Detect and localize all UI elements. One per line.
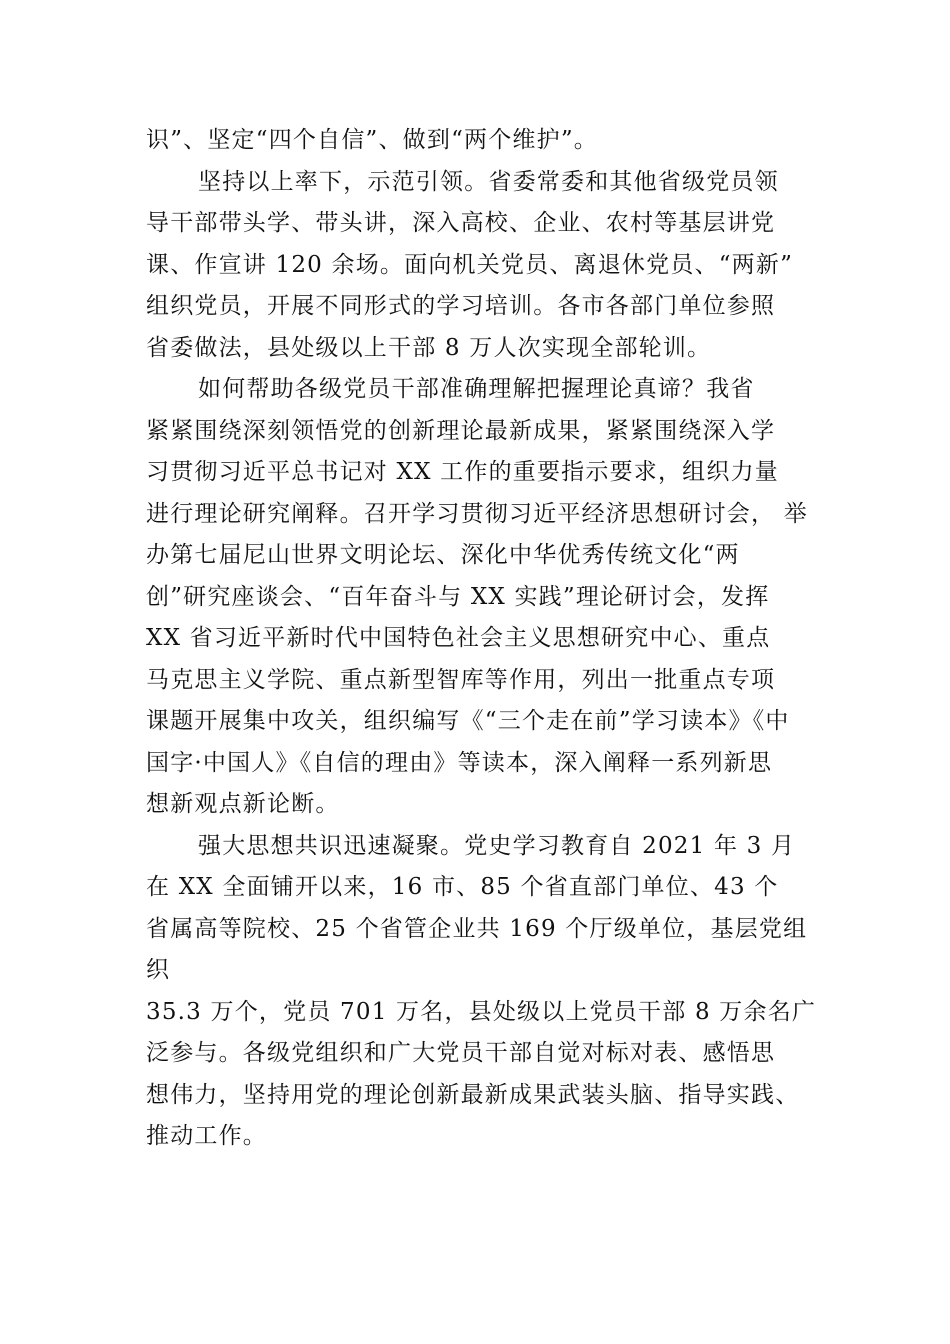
text-line: 课题开展集中攻关，组织编写《“三个走在前”学习读本》《中 — [146, 708, 790, 734]
paragraph-first-line: 坚持以上率下，示范引领。省委常委和其他省级党员领 — [198, 168, 779, 195]
text-line: 省属高等院校、25 个省管企业共 169 个厅级单位，基层党组 — [146, 915, 808, 942]
text-line: 马克思主义学院、重点新型智库等作用，列出一批重点专项 — [146, 666, 776, 693]
text-line: 省委做法，县处级以上干部 8 万人次实现全部轮训。 — [146, 334, 712, 361]
text-line: 导干部带头学、带头讲，深入高校、企业、农村等基层讲党 — [146, 210, 776, 236]
text-line: 习贯彻习近平总书记对 XX 工作的重要指示要求，组织力量 — [146, 459, 779, 485]
text-line: 组织党员，开展不同形式的学习培训。各市各部门单位参照 — [146, 293, 776, 319]
text-line: 课、作宣讲 120 余场。面向机关党员、离退休党员、“两新” — [146, 251, 794, 278]
text-line: 识”、坚定“四个自信”、做到“两个维护”。 — [146, 127, 598, 153]
text-line: 创”研究座谈会、“百年奋斗与 XX 实践”理论研讨会，发挥 — [146, 583, 770, 610]
text-line: 办第七届尼山世界文明论坛、深化中华优秀传统文化“两 — [146, 542, 740, 568]
paragraph-first-line: 如何帮助各级党员干部准确理解把握理论真谛？我省 — [198, 376, 755, 402]
text-line: 泛参与。各级党组织和广大党员干部自觉对标对表、感悟思 — [146, 1040, 776, 1066]
text-line: 国字·中国人》《自信的理由》等读本，深入阐释一系列新思 — [146, 749, 773, 776]
text-line: 想伟力，坚持用党的理论创新最新成果武装头脑、指导实践、 — [146, 1081, 800, 1108]
text-line: 进行理论研究阐释。召开学习贯彻习近平经济思想研讨会， 举 — [146, 500, 808, 527]
text-line: 紧紧围绕深刻领悟党的创新理论最新成果，紧紧围绕深入学 — [146, 417, 776, 444]
text-line: 织 — [146, 957, 171, 983]
text-line: 在 XX 全面铺开以来，16 市、85 个省直部门单位、43 个 — [146, 874, 779, 900]
paragraph-first-line: 强大思想共识迅速凝聚。党史学习教育自 2021 年 3 月 — [198, 832, 796, 859]
text-line: 推动工作。 — [146, 1123, 267, 1149]
text-line: 想新观点新论断。 — [146, 791, 340, 817]
document-page — [146, 120, 826, 1158]
text-line: 35.3 万个，党员 701 万名，县处级以上党员干部 8 万余名广 — [146, 998, 817, 1025]
text-line: XX 省习近平新时代中国特色社会主义思想研究中心、重点 — [146, 625, 771, 651]
